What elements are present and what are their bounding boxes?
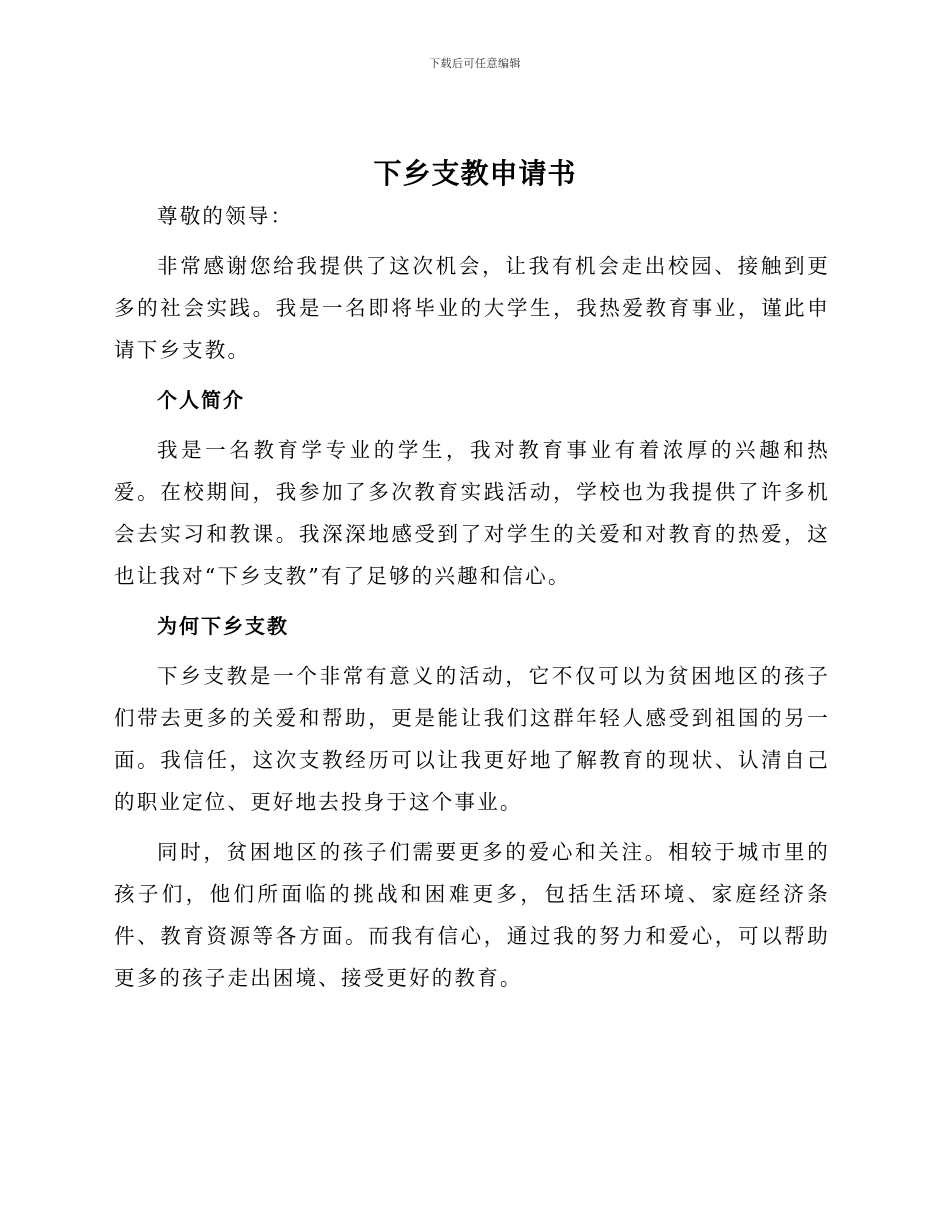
document-title: 下乡支教申请书 [373, 157, 577, 190]
document-body [114, 195, 830, 1007]
reason-paragraph-2: 同时，贫困地区的孩子们需要更多的爱心和关注。相较于城市里的孩子们，他们所面临的挑战和困难更多，包括生活环境、家庭经济条件、教育资源等各方面。而我有信心，通过我的努力和爱心，可以帮助更多的孩子走出困境、接受更好的教育。 [114, 840, 830, 990]
greeting: 尊敬的领导： [157, 204, 294, 228]
section-heading-profile: 个人简介 [157, 388, 245, 412]
section-heading-reason: 为何下乡支教 [157, 614, 289, 638]
page-header-note: 下载后可任意编辑 [429, 57, 521, 70]
reason-paragraph-1: 下乡支教是一个非常有意义的活动，它不仅可以为贫困地区的孩子们带去更多的关爱和帮助，更是能让我们这群年轻人感受到祖国的另一面。我信任，这次支教经历可以让我更好地了解教育的现状、认清自己的职业定位、更好地去投身于这个事业。 [114, 664, 830, 814]
intro-paragraph: 非常感谢您给我提供了这次机会，让我有机会走出校园、接触到更多的社会实践。我是一名即将毕业的大学生，我热爱教育事业，谨此申请下乡支教。 [114, 254, 830, 362]
profile-paragraph: 我是一名教育学专业的学生，我对教育事业有着浓厚的兴趣和热爱。在校期间，我参加了多次教育实践活动，学校也为我提供了许多机会去实习和教课。我深深地感受到了对学生的关爱和对教育的热爱，这也让我对“下乡支教”有了足够的兴趣和信心。 [114, 438, 830, 588]
